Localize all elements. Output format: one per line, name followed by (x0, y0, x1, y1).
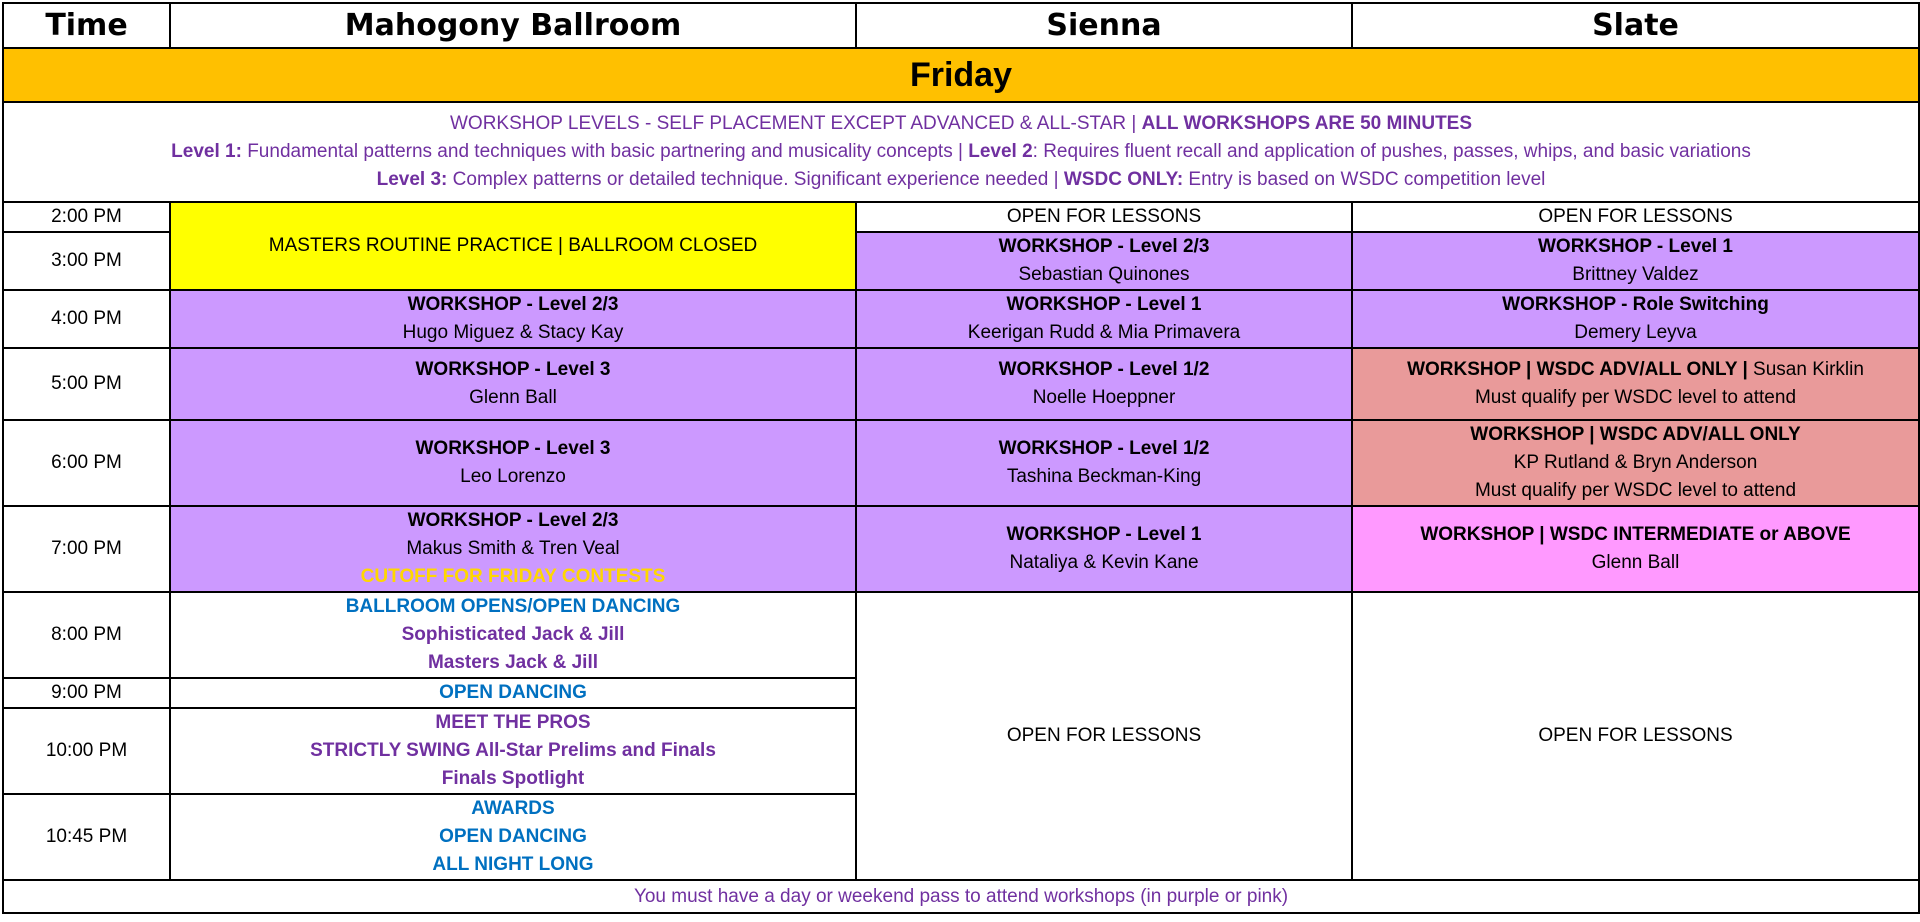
time-2pm: 2:00 PM (3, 202, 170, 232)
time-6pm: 6:00 PM (3, 420, 170, 506)
event-meet-the-pros: MEET THE PROS (435, 712, 591, 733)
level2-label: Level 2 (968, 141, 1033, 162)
levels-placement: WORKSHOP LEVELS - SELF PLACEMENT EXCEPT ADVANCED & ALL-STAR | (449, 113, 1142, 134)
workshop-title: WORKSHOP | WSDC ADV/ALL ONLY (1470, 424, 1801, 445)
workshop-instructor: Noelle Hoeppner (1032, 387, 1176, 408)
workshop-instructor: Leo Lorenzo (460, 466, 566, 487)
workshop-title: WORKSHOP - Level 1 (1006, 524, 1202, 545)
event-open-dancing: BALLROOM OPENS/OPEN DANCING (345, 596, 681, 617)
workshop-instructor: Tashina Beckman-King (1006, 466, 1202, 487)
event-awards: AWARDS (471, 798, 555, 819)
header-sienna: Sienna (856, 3, 1352, 48)
slate-workshop-3pm (1352, 232, 1919, 290)
level1-label: Level 1: (171, 141, 242, 162)
contest-cutoff-note: CUTOFF FOR FRIDAY CONTESTS (360, 566, 666, 587)
workshop-levels (3, 102, 1919, 202)
row-2pm (3, 202, 1919, 232)
event-sophisticated-jj: Sophisticated Jack & Jill (401, 624, 625, 645)
workshop-instructor: Demery Leyva (1574, 322, 1697, 343)
workshop-instructor: Brittney Valdez (1572, 264, 1699, 285)
event-allstar-finals: STRICTLY SWING All-Star Prelims and Finals (310, 740, 716, 761)
slate-open-late: OPEN FOR LESSONS (1352, 592, 1919, 880)
time-9pm: 9:00 PM (3, 678, 170, 708)
schedule-table (2, 2, 1920, 914)
ballroom-workshop-6pm (170, 420, 856, 506)
workshop-instructor: Glenn Ball (1591, 552, 1680, 573)
workshop-instructor: Hugo Miguez & Stacy Kay (402, 322, 624, 343)
workshop-title: WORKSHOP - Level 1/2 (998, 359, 1210, 380)
slate-workshop-4pm (1352, 290, 1919, 348)
slate-workshop-5pm (1352, 348, 1919, 420)
ballroom-workshop-7pm (170, 506, 856, 592)
level3-label: Level 3: (376, 169, 448, 190)
time-4pm: 4:00 PM (3, 290, 170, 348)
sienna-open-late: OPEN FOR LESSONS (856, 592, 1352, 880)
row-4pm (3, 290, 1919, 348)
levels-row (3, 102, 1919, 202)
time-8pm: 8:00 PM (3, 592, 170, 678)
ballroom-event-1045pm (170, 794, 856, 880)
ballroom-closed: MASTERS ROUTINE PRACTICE | BALLROOM CLOSED (170, 202, 856, 290)
workshop-instructor: KP Rutland & Bryn Anderson (1513, 452, 1758, 473)
workshop-title: WORKSHOP - Level 2/3 (407, 294, 619, 315)
workshop-note: Must qualify per WSDC level to attend (1474, 480, 1797, 501)
workshop-instructor: Keerigan Rudd & Mia Primavera (967, 322, 1241, 343)
sienna-workshop-6pm (856, 420, 1352, 506)
levels-line-2 (4, 138, 1918, 166)
time-5pm: 5:00 PM (3, 348, 170, 420)
wsdc-label: WSDC ONLY: (1063, 169, 1184, 190)
ballroom-event-8pm (170, 592, 856, 678)
header-slate: Slate (1352, 3, 1919, 48)
workshop-title: WORKSHOP - Level 2/3 (407, 510, 619, 531)
ballroom-workshop-4pm (170, 290, 856, 348)
workshop-title: WORKSHOP | WSDC ADV/ALL ONLY | (1407, 359, 1748, 380)
workshop-instructor: Sebastian Quinones (1018, 264, 1190, 285)
event-open-dancing: OPEN DANCING (439, 682, 587, 703)
workshop-title: WORKSHOP - Level 2/3 (998, 236, 1210, 257)
sienna-workshop-5pm (856, 348, 1352, 420)
level1-desc: Fundamental patterns and techniques with basic partnering and musicality concepts | (241, 141, 969, 162)
workshop-title: WORKSHOP - Role Switching (1502, 294, 1769, 315)
header-row (3, 3, 1919, 48)
pass-requirement-note: You must have a day or weekend pass to attend workshops (in purple or pink) (3, 880, 1919, 913)
workshop-instructor: Makus Smith & Tren Veal (406, 538, 620, 559)
day-title: Friday (3, 48, 1919, 102)
workshop-instructor: Glenn Ball (469, 387, 557, 408)
ballroom-event-10pm (170, 708, 856, 794)
event-all-night: ALL NIGHT LONG (432, 854, 594, 875)
sienna-workshop-7pm (856, 506, 1352, 592)
workshop-instructor: Nataliya & Kevin Kane (1009, 552, 1199, 573)
levels-duration: ALL WORKSHOPS ARE 50 MINUTES (1141, 113, 1473, 134)
event-finals-spotlight: Finals Spotlight (441, 768, 585, 789)
day-row (3, 48, 1919, 102)
workshop-title: WORKSHOP - Level 1 (1006, 294, 1202, 315)
levels-line-1 (4, 110, 1918, 138)
time-3pm: 3:00 PM (3, 232, 170, 290)
event-open-dancing: OPEN DANCING (439, 826, 587, 847)
sienna-workshop-3pm (856, 232, 1352, 290)
event-masters-jj: Masters Jack & Jill (427, 652, 599, 673)
workshop-instructor: Susan Kirklin (1747, 359, 1864, 380)
levels-line-3 (4, 166, 1918, 194)
row-6pm (3, 420, 1919, 506)
ballroom-event-9pm (170, 678, 856, 708)
row-7pm (3, 506, 1919, 592)
workshop-title: WORKSHOP - Level 1 (1538, 236, 1733, 257)
slate-open-2pm: OPEN FOR LESSONS (1352, 202, 1919, 232)
slate-workshop-7pm (1352, 506, 1919, 592)
sienna-open-2pm: OPEN FOR LESSONS (856, 202, 1352, 232)
ballroom-workshop-5pm (170, 348, 856, 420)
time-7pm: 7:00 PM (3, 506, 170, 592)
workshop-title-line (1353, 356, 1918, 384)
row-5pm (3, 348, 1919, 420)
time-10pm: 10:00 PM (3, 708, 170, 794)
footer-row (3, 880, 1919, 913)
workshop-title: WORKSHOP | WSDC INTERMEDIATE or ABOVE (1420, 524, 1851, 545)
slate-workshop-6pm (1352, 420, 1919, 506)
sienna-workshop-4pm (856, 290, 1352, 348)
level3-desc: Complex patterns or detailed technique. Significant experience needed | (447, 169, 1064, 190)
header-time: Time (3, 3, 170, 48)
level2-desc: : Requires fluent recall and application of pushes, passes, whips, and basic variations (1032, 141, 1751, 162)
workshop-title: WORKSHOP - Level 3 (415, 359, 611, 380)
workshop-title: WORKSHOP - Level 1/2 (998, 438, 1210, 459)
row-8pm (3, 592, 1919, 678)
workshop-note: Must qualify per WSDC level to attend (1474, 387, 1797, 408)
workshop-title: WORKSHOP - Level 3 (415, 438, 611, 459)
header-ballroom: Mahogony Ballroom (170, 3, 856, 48)
wsdc-desc: Entry is based on WSDC competition level (1183, 169, 1546, 190)
time-1045pm: 10:45 PM (3, 794, 170, 880)
